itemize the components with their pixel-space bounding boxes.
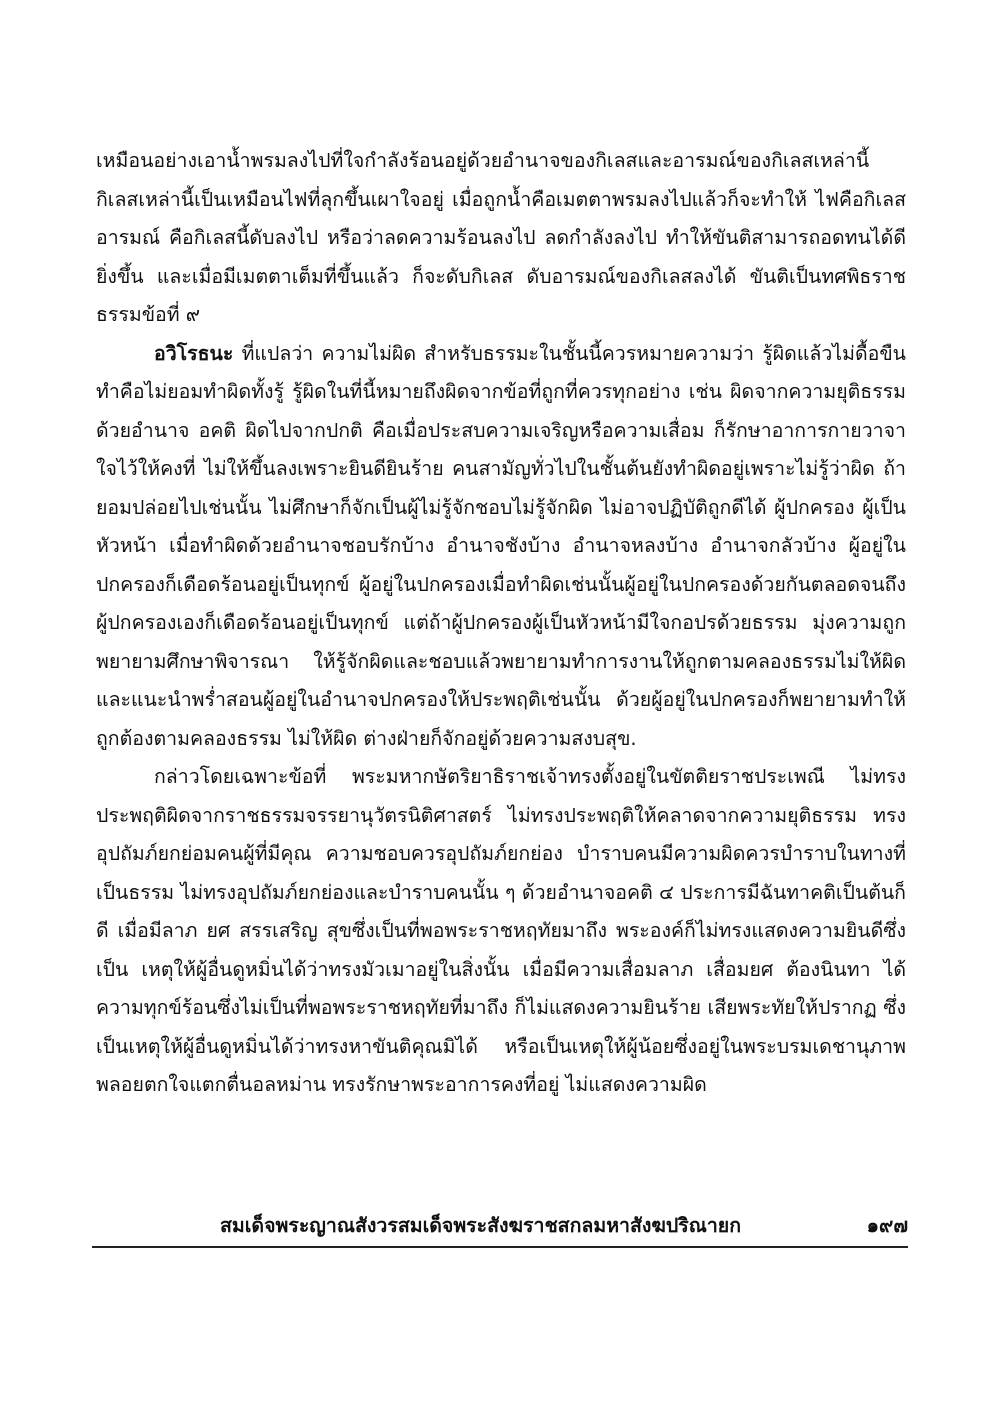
paragraph-avirodhana — [96, 335, 906, 759]
paragraph-text: ที่แปลว่า ความไม่ผิด สำหรับธรรมะในชั้นนี้ควรหมายความว่า รู้ผิดแล้วไม่ดื้อขืนทำคือไม่ยอมทำผิดทั้งรู้ รู้ผิดในที่นี้หมายถึงผิดจากข้อที่ถูกที่ควรทุกอย่าง เช่น ผิดจากความยุติธรรมด้วยอำนาจ อคติ ผิดไปจากปกติ คือเมื่อประสบความเจริญหรือความเสื่อม ก็รักษาอาการกายวาจาใจไว้ให้คงที่ ไม่ให้ขึ้นลงเพราะยินดียินร้าย คนสามัญทั่วไปในชั้นต้นยังทำผิดอยู่เพราะไม่รู้ว่าผิด ถ้ายอมปล่อยไปเช่นนั้น ไม่ศึกษาก็จักเป็นผู้ไม่รู้จักชอบไม่รู้จักผิด ไม่อาจปฏิบัติถูกดีได้ ผู้ปกครอง ผู้เป็นหัวหน้า เมื่อทำผิดด้วยอำนาจชอบรักบ้าง อำนาจชังบ้าง อำนาจหลงบ้าง อำนาจกลัวบ้าง ผู้อยู่ในปกครองก็เดือดร้อนอยู่เป็นทุกข์ ผู้อยู่ในปกครองเมื่อทำผิดเช่นนั้นผู้อยู่ในปกครองด้วยกันตลอดจนถึงผู้ปกครองเองก็เดือดร้อนอยู่เป็นทุกข์ แต่ถ้าผู้ปกครองผู้เป็นหัวหน้ามีใจกอปรด้วยธรรม มุ่งความถูก พยายามศึกษาพิจารณา ให้รู้จักผิดและชอบแล้วพยายามทำการงานให้ถูกตามคลองธรรมไม่ให้ผิด และแนะนำพร่ำสอนผู้อยู่ในอำนาจปกครองให้ประพฤติเช่นนั้น ด้วยผู้อยู่ในปกครองก็พยายามทำให้ถูกต้องตามคลองธรรม ไม่ให้ผิด ต่างฝ่ายก็จักอยู่ด้วยความสงบสุข. — [96, 341, 906, 750]
footer-divider — [92, 1246, 908, 1248]
page-number: ๑๙๗ — [866, 1214, 908, 1237]
body-text — [96, 142, 906, 1105]
paragraph-king-conduct — [96, 758, 906, 1105]
dhamma-term: อวิโรธนะ — [154, 341, 234, 365]
footer-author-title: สมเด็จพระญาณสังวรสมเด็จพระสังฆราชสกลมหาสังฆปริณายก — [220, 1214, 742, 1237]
paragraph-text: เหมือนอย่างเอาน้ำพรมลงไปที่ใจกำลังร้อนอยู่ด้วยอำนาจของกิเลสและอารมณ์ของกิเลสเหล่านี้ กิเลสเหล่านี้เป็นเหมือนไฟที่ลุกขึ้นเผาใจอยู่ เมื่อถูกน้ำคือเมตตาพรมลงไปแล้วก็จะทำให้ ไฟคือกิเลส อารมณ์ คือกิเลสนี้ดับลงไป หรือว่าลดความร้อนลงไป ลดกำลังลงไป ทำให้ขันติสามารถอดทนได้ดียิ่งขึ้น และเมื่อมีเมตตาเต็มที่ขึ้นแล้ว ก็จะดับกิเลส ดับอารมณ์ของกิเลสลงได้ ขันติเป็นทศพิธราชธรรมข้อที่ ๙ — [96, 149, 906, 326]
paragraph-text: กล่าวโดยเฉพาะข้อที่ พระมหากษัตริยาธิราชเจ้าทรงตั้งอยู่ในขัตติยราชประเพณี ไม่ทรงประพฤติผิดจากราชธรรมจรรยานุวัตรนิติศาสตร์ ไม่ทรงประพฤติให้คลาดจากความยุติธรรม ทรงอุปถัมภ์ยกย่อมคนผู้ที่มีคุณ ความชอบควรอุปถัมภ์ยกย่อง บำราบคนมีความผิดควรบำราบในทางที่เป็นธรรม ไม่ทรงอุปถัมภ์ยกย่องและบำราบคนนั้น ๆ ด้วยอำนาจอคติ ๔ ประการมีฉันทาคติเป็นต้นก็ดี เมื่อมีลาภ ยศ สรรเสริญ สุขซึ่งเป็นที่พอพระราชหฤทัยมาถึง พระองค์ก็ไม่ทรงแสดงความยินดีซึ่งเป็น เหตุให้ผู้อื่นดูหมิ่นได้ว่าทรงมัวเมาอยู่ในสิ่งนั้น เมื่อมีความเสื่อมลาภ เสื่อมยศ ต้องนินทา ได้ความทุกข์ร้อนซึ่งไม่เป็นที่พอพระราชหฤทัยที่มาถึง ก็ไม่แสดงความยินร้าย เสียพระทัยให้ปรากฏ ซึ่งเป็นเหตุให้ผู้อื่นดูหมิ่นได้ว่าทรงหาขันติคุณมิได้ หรือเป็นเหตุให้ผู้น้อยซึ่งอยู่ในพระบรมเดชานุภาพพลอยตกใจแตกตื่นอลหม่าน ทรงรักษาพระอาการคงที่อยู่ ไม่แสดงความผิด — [96, 765, 906, 1096]
page-footer — [92, 1200, 908, 1248]
paragraph-continuation — [96, 142, 906, 335]
